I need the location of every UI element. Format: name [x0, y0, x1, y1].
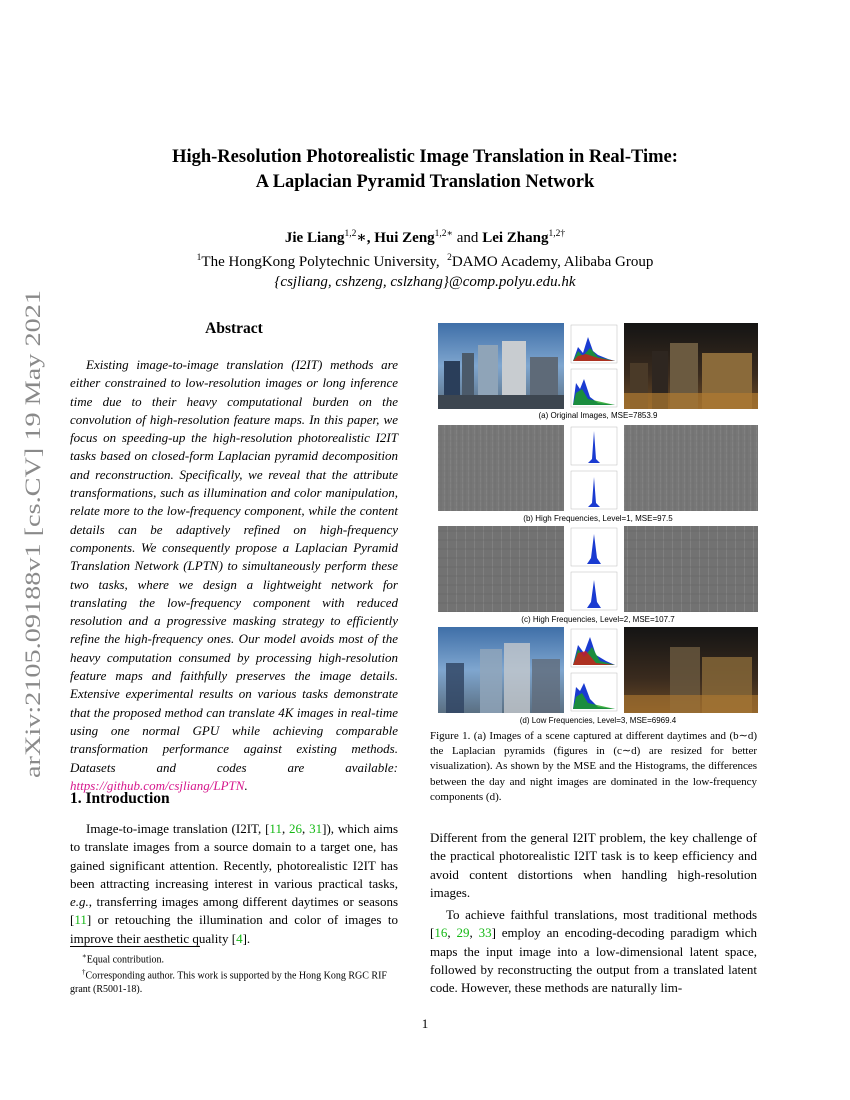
title-line-2: A Laplacian Pyramid Translation Network [255, 172, 595, 192]
intro-text-d: ] or retouching the illumination and color of images to improve their aesthetic quality [ [70, 912, 398, 946]
aff2-mark: 2 [447, 253, 452, 263]
author-lei-zhang: Lei Zhang [482, 230, 549, 246]
section-heading-introduction: 1. Introduction [70, 790, 170, 807]
author-hui-zeng: Hui Zeng [374, 230, 435, 246]
footnote-corresponding: Corresponding author. This work is supported by the Hong Kong RGC RIF grant (R5001-18). [70, 970, 387, 995]
aff1-mark: 1 [196, 253, 202, 263]
author-block: Jie Liang$^{1,2}$∗, Hui Zeng$^{1,2∗}$ and Lei Zhang$^{1,2\dagger}$ $^1$The HongKong Polytechnic University, $^2$DAMO Academy, Alibaba Group {csjliang, cshzeng, cslzhang}@comp.polyu.edu.hk [0, 224, 850, 292]
code-link[interactable]: https://github.com/csjliang/LPTN [70, 777, 245, 793]
subcaption-c: (c) High Frequencies, Level=2, MSE=107.7 [521, 615, 675, 624]
citation-29[interactable]: 29 [456, 925, 470, 941]
intro-text-a: Image-to-image translation (I2IT, [ [86, 821, 270, 836]
level1-histograms [571, 427, 617, 509]
figure-1-caption: Figure 1. (a) Images of a scene captured at different daytimes and (b∼d) the Laplacian pyramids (figures in (c∼d) are resized for better visualization). As shown by the MSE and the Histograms, the differences between the day and night images are dominated in the low-frequency components (d). [430, 730, 757, 803]
citation-31[interactable]: 31 [309, 821, 323, 836]
right-text-a: To achieve faithful translations, most traditional methods [ [430, 907, 757, 941]
author-and: and [456, 230, 479, 246]
footnotes [70, 950, 398, 996]
citation-11[interactable]: 11 [269, 821, 282, 836]
intro-text-c: , transferring images among different daytimes or seasons [ [70, 894, 398, 928]
author-emails: {csjliang, cshzeng, cslzhang}@comp.polyu.edu.hk [274, 274, 576, 290]
night-low-freq [624, 627, 758, 713]
figure-row-a [438, 323, 758, 409]
author1-mark: ∗ [356, 230, 367, 246]
subcaption-d: (d) Low Frequencies, Level=3, MSE=6969.4 [519, 716, 677, 725]
fn2-mark: † [82, 968, 86, 977]
author-jie-liang: Jie Liang [284, 230, 345, 246]
figure-a-images [438, 323, 758, 409]
footnote-equal: Equal contribution. [86, 954, 164, 966]
day-image [438, 323, 564, 409]
fn1-mark: ∗ [82, 952, 87, 960]
author3-affil: 1,2† [548, 229, 566, 239]
paper-title [0, 145, 850, 195]
citation-16[interactable]: 16 [434, 925, 448, 941]
page-number: 1 [421, 1016, 429, 1031]
day-low-freq [438, 627, 564, 713]
intro-text-e: ]. [242, 930, 251, 946]
level2-histograms [571, 528, 617, 610]
author2-affil: 1,2∗ [434, 229, 454, 239]
citation-11b[interactable]: 11 [74, 912, 87, 928]
right-paragraph-1: Different from the general I2IT problem, the key challenge of the practical photorealistic I2IT task is to keep efficiency and avoid content distortions when handling high-resolution images. [430, 830, 757, 900]
citation-26[interactable]: 26 [289, 821, 303, 836]
arxiv-stamp-text: arXiv:2105.09188v1 [cs.CV] 19 May 2021 [20, 389, 45, 778]
affiliations [0, 248, 850, 272]
day-high-freq-1 [438, 425, 564, 511]
subcaption-a: (a) Original Images, MSE=7853.9 [538, 411, 658, 420]
abstract-body [70, 356, 398, 795]
citation-4[interactable]: 4 [236, 930, 243, 946]
affiliation-polyu: The HongKong Polytechnic University, [201, 254, 440, 270]
right-paragraph-2: To achieve faithful translations, most traditional methods [16, 29, 33] employ an encoding-decoding paradigm which maps the input image into a low-dimensional latent space, followed by reconstructing the output from a translated latent code. However, these methods are naturally lim- [430, 907, 758, 996]
footnote-rule [70, 946, 200, 947]
figure-row-d [438, 627, 758, 713]
intro-paragraph: Image-to-image translation (I2IT, [11, 26, 31]), which aims to translate images from a source domain to a target one, has gained significant attention. Recently, photorealistic I2IT has been attracting increasing interest in various practical tasks, e.g., transferring images among different daytimes or seasons [11] or retouching the illumination and color of images to improve their aesthetic quality [4]. [70, 821, 398, 946]
abstract-heading: Abstract [205, 320, 263, 337]
figure-row-b [438, 425, 758, 511]
night-image [624, 323, 758, 409]
level3-histograms [571, 629, 617, 711]
figure-d-images [438, 627, 758, 713]
intro-eg: e.g. [70, 894, 89, 910]
night-high-freq-2 [624, 526, 758, 612]
title-line-1: High-Resolution Photorealistic Image Translation in Real-Time: [172, 147, 678, 167]
arxiv-stamp [10, 288, 50, 778]
abstract-tail: . [244, 777, 248, 793]
author1-affil: 1,2 [344, 229, 357, 239]
affiliation-damo: DAMO Academy, Alibaba Group [451, 254, 654, 270]
citation-33[interactable]: 33 [478, 925, 492, 941]
abstract-text: Existing image-to-image translation (I2IT) methods are either constrained to low-resolution images or long inference time due to their heavy computational burden on the convolution of high-resolution feature maps. In this paper, we focus on speeding-up the high-resolution photorealistic I2IT tasks based on closed-form Laplacian pyramid decomposition and reconstruction. Specifically, we reveal that the attribute transformations, such as illumination and color manipulation, relate more to the low-frequency component, while the content details can be adaptively refined on high-frequency components. We consequently propose a Laplacian Pyramid Translation Network (LPTN) to simultaneously perform these two tasks, where we design a lightweight network for translating the low-frequency component with reduced resolution and a progressive masking strategy to efficiently refine the high-frequency ones. Our model avoids most of the heavy computation consumed by processing high-resolution feature maps and faithfully preserves the image details. Extensive experimental results on various tasks demonstrate that the proposed method can translate 4K images in real-time using one normal GPU while achieving comparable transformation performance against existing methods. Datasets and codes are available: [70, 357, 398, 775]
day-histograms [571, 325, 617, 407]
figure-c-images [438, 526, 758, 612]
figure-b-images [438, 425, 758, 511]
right-text-b: ] employ an encoding-decoding paradigm which maps the input image into a low-dimensional latent space, followed by reconstructing the output from a translated latent code. However, these methods are naturally lim- [430, 925, 758, 996]
intro-text-b: ]), which aims to translate images from a source domain to a target one, has gained significant attention. Recently, photorealistic I2IT has been attracting increasing interest in various practical tasks, [70, 821, 398, 891]
subcaption-b: (b) High Frequencies, Level=1, MSE=97.5 [523, 514, 673, 523]
night-high-freq-1 [624, 425, 758, 511]
figure-row-c [438, 526, 758, 612]
day-high-freq-2 [438, 526, 564, 612]
